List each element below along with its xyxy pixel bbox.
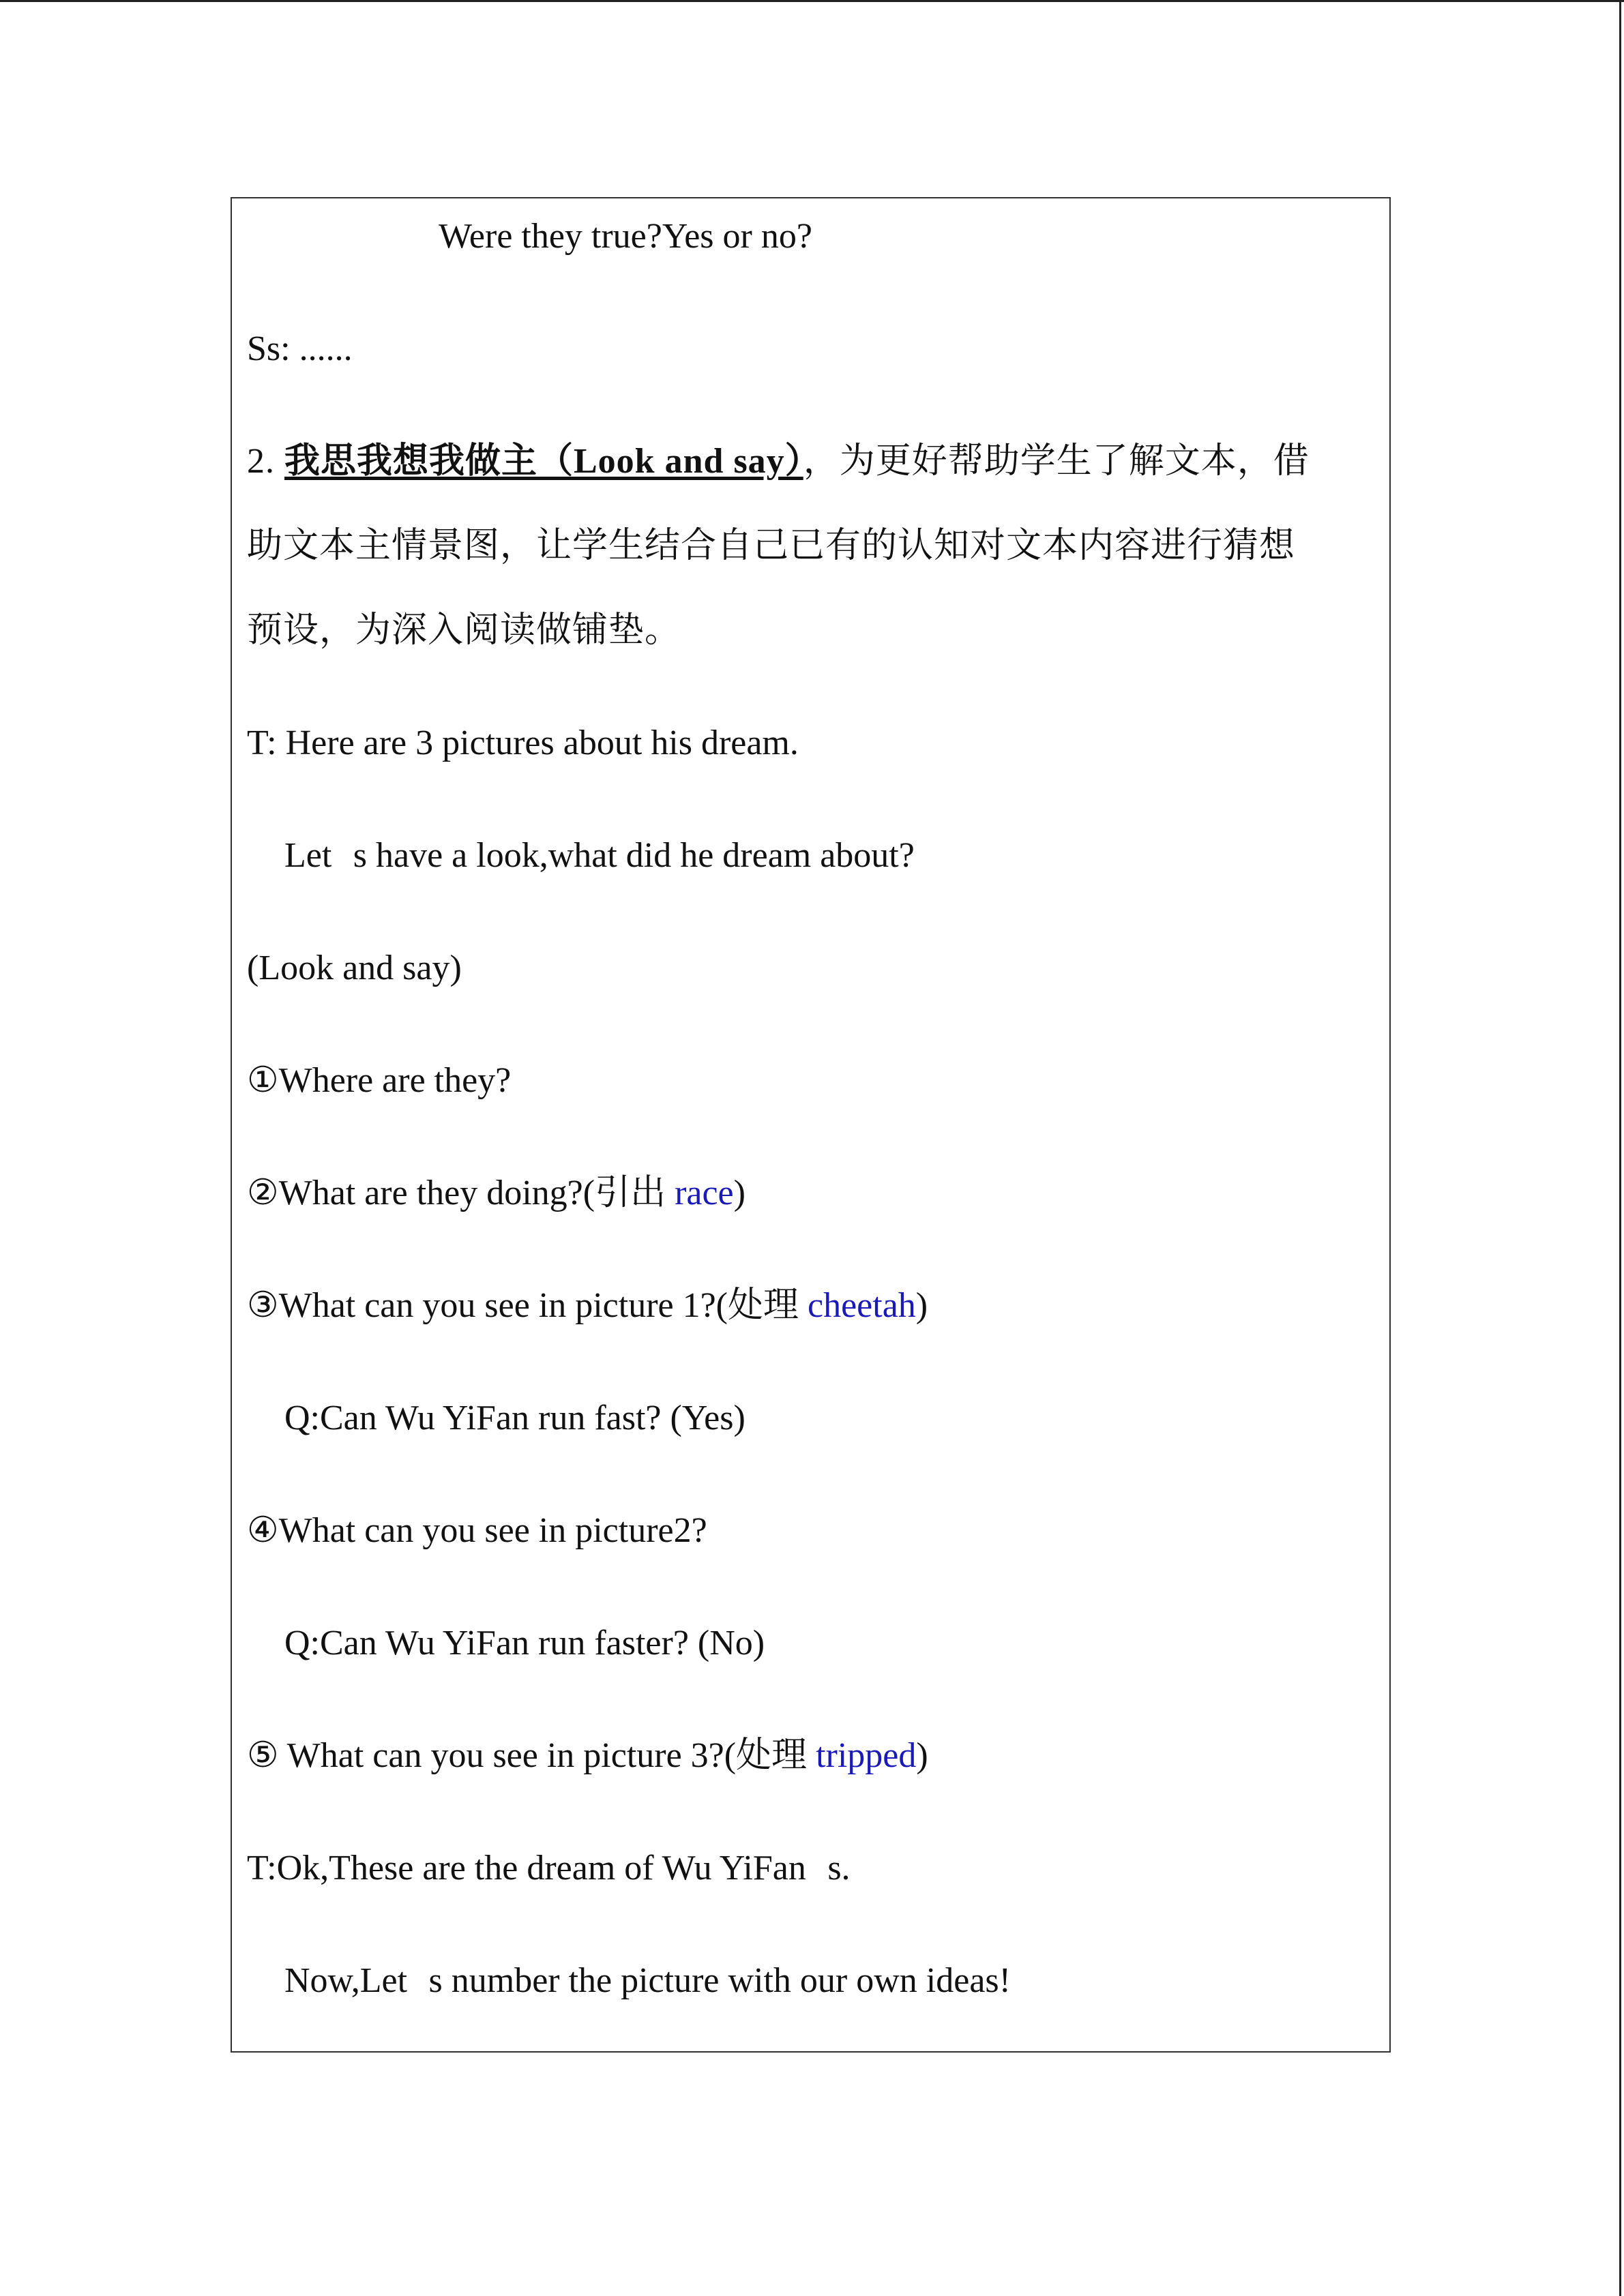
vocab-race: race xyxy=(675,1174,734,1212)
step-2-line-3: 预设，为深入阅读做铺垫。 xyxy=(247,611,681,650)
lets-have-a-look: Lets have a look,what did he dream about? xyxy=(284,836,915,875)
question-2-close: ) xyxy=(733,1174,745,1212)
page-right-rule xyxy=(1619,0,1621,2296)
step-2-paragraph xyxy=(247,441,1310,482)
teacher-pictures-intro: T: Here are 3 pictures about his dream. xyxy=(247,724,799,762)
question-3-close: ) xyxy=(915,1286,928,1325)
look-and-say-label: (Look and say) xyxy=(247,949,462,987)
step-2-number: 2. xyxy=(247,442,284,481)
question-1: ①Where are they? xyxy=(247,1061,512,1100)
question-5-close: ) xyxy=(916,1736,928,1775)
question-5 xyxy=(247,1735,928,1776)
vocab-cheetah: cheetah xyxy=(808,1286,916,1325)
vocab-tripped: tripped xyxy=(816,1736,917,1775)
page-top-rule xyxy=(0,0,1624,2)
lesson-table-cell xyxy=(231,197,1391,2053)
students-response: Ss: ...... xyxy=(247,329,353,368)
step-2-line-2: 助文本主情景图，让学生结合自己已有的认知对文本内容进行猜想 xyxy=(247,526,1296,565)
question-5-text: ⑤ What can you see in picture 3?(处理 xyxy=(247,1736,816,1775)
question-4-followup: Q:Can Wu YiFan run faster? (No) xyxy=(284,1624,765,1663)
question-2 xyxy=(247,1173,745,1214)
step-2-description: ，为更好帮助学生了解文本，借 xyxy=(803,442,1310,481)
question-true-or-false: Were they true?Yes or no? xyxy=(439,217,812,256)
number-pictures-instruction: Now,Lets number the picture with our own ideas! xyxy=(284,1961,1011,2000)
teacher-dream-summary: T:Ok,These are the dream of Wu YiFans. xyxy=(247,1849,851,1888)
question-4: ④What can you see in picture2? xyxy=(247,1511,707,1550)
question-3-text: ③What can you see in picture 1?(处理 xyxy=(247,1286,808,1325)
step-2-heading: 我思我想我做主（Look and say） xyxy=(284,442,803,481)
question-2-text: ②What are they doing?(引出 xyxy=(247,1174,675,1212)
question-3-followup: Q:Can Wu YiFan run fast? (Yes) xyxy=(284,1399,745,1437)
question-3 xyxy=(247,1285,928,1326)
